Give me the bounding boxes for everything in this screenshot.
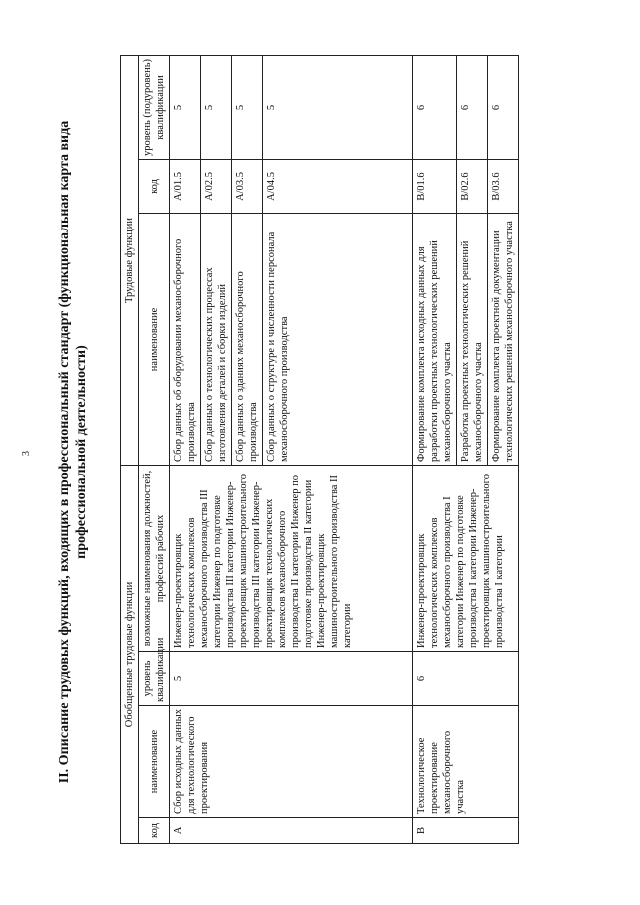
rotated-page-content (50, 52, 610, 852)
col-header-tf-code: код (139, 159, 170, 213)
function-code: B/02.6 (457, 159, 488, 213)
function-name: Формирование комплекта исходных данных для разработки проектных технологических решений механосборочного участка (413, 213, 457, 465)
col-header-tf-level: уровень (подуровень) квалификации (139, 55, 170, 159)
function-level: 5 (201, 55, 232, 159)
group-code: A (170, 818, 413, 844)
generalized-functions-header: Обобщенные трудовые функции (121, 465, 139, 843)
col-header-level: уровень квалификации (139, 652, 170, 706)
page-number: 3 (21, 451, 32, 456)
function-code: A/02.5 (201, 159, 232, 213)
function-level: 6 (457, 55, 488, 159)
group-positions: Инженер-проектировщик технологических комплексов механосборочного производства I категории Инженер по подготовке производства I категории Инженер-проектировщик машиностроительного производства I категории (413, 465, 519, 651)
function-name: Разработка проектных технологических решений механосборочного участка (457, 213, 488, 465)
function-name: Сбор данных о зданиях механосборочного производства (232, 213, 263, 465)
labor-functions-header: Трудовые функции (121, 55, 139, 465)
function-code: B/03.6 (488, 159, 519, 213)
function-name: Сбор данных о технологических процессах изготовления деталей и сборки изделий (201, 213, 232, 465)
group-name: Технологическое проектирование механосборочного участка (413, 706, 519, 818)
table-row (413, 55, 457, 843)
section-heading: II. Описание трудовых функций, входящих в профессиональный стандарт (функциональная карта вида профессиональной деятельности) (57, 120, 89, 784)
function-level: 5 (263, 55, 413, 159)
group-level: 6 (413, 652, 519, 706)
col-header-code: код (139, 818, 170, 844)
function-code: A/01.5 (170, 159, 201, 213)
function-level: 6 (488, 55, 519, 159)
table-row (170, 55, 201, 843)
function-code: A/04.5 (263, 159, 413, 213)
function-code: B/01.6 (413, 159, 457, 213)
function-level: 5 (170, 55, 201, 159)
function-level: 5 (232, 55, 263, 159)
function-level: 6 (413, 55, 457, 159)
function-name: Формирование комплекта проектной документации технологических решений механосборочного участка (488, 213, 519, 465)
col-header-tf-name: наименование (139, 213, 170, 465)
group-code: B (413, 818, 519, 844)
group-level: 5 (170, 652, 413, 706)
col-header-positions: возможные наименования должностей, профессий рабочих (139, 465, 170, 651)
function-name: Сбор данных об оборудовании механосборочного производства (170, 213, 201, 465)
group-positions: Инженер-проектировщик технологических комплексов механосборочного производства III категории Инженер по подготовке производства III категории Инженер-проектировщик машиностроительного производства III категории Инженер-проектировщик технологических комплексов механосборочного производства II категории Инженер по подготовке производства II категории Инженер-проектировщик машиностроительного производства II категории (170, 465, 413, 651)
group-name: Сбор исходных данных для технологического проектирования (170, 706, 413, 818)
col-header-name: наименование (139, 706, 170, 818)
functional-map-table (120, 55, 519, 844)
function-name: Сбор данных о структуре и численности персонала механосборочного производства (263, 213, 413, 465)
function-code: A/03.5 (232, 159, 263, 213)
